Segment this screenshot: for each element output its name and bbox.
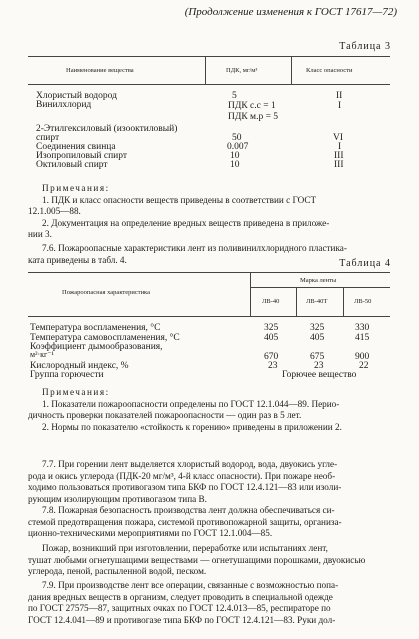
table3-row-class: III <box>334 151 344 161</box>
table3-row-pdk: 0.007 <box>227 142 249 152</box>
page-header: (Продолжение изменения к ГОСТ 17617—72) <box>184 6 397 18</box>
table4-cell-lv40t: 675 <box>310 352 325 362</box>
notes1-item-1: 1. ПДК и класс опасности веществ приведены в соответствии с ГОСТ <box>42 194 317 205</box>
paragraph-line: 7.7. При горении лент выделяется хлористый водород, вода, двуокись угле- <box>42 459 338 469</box>
table4-row-name: Кислородный индекс, % <box>30 361 129 371</box>
paragraph-7-8 <box>28 505 400 540</box>
table4-caption: Таблица 4 <box>339 258 391 269</box>
table4-col-lv50: ЛВ-50 <box>354 298 372 305</box>
table3-row-name: Октиловый спирт <box>36 160 108 170</box>
table4-row-name: Коэффициент дымообразования, <box>30 342 163 352</box>
table4-col-char: Пожароопасная характеристика <box>62 289 150 296</box>
table3-row-class: VI <box>333 133 344 143</box>
table4-col-lv40: ЛВ-40 <box>262 298 280 305</box>
table4-row-name: Температура воспламенения, °С <box>30 323 161 333</box>
table4-cell-lv50: 22 <box>359 361 369 371</box>
paragraph-line: стемой предотвращения пожара, системой противопожарной защиты, организа- <box>28 516 342 527</box>
table4-col-mark: Марка ленты <box>300 277 337 284</box>
notes2-item-1: 1. Показатели пожароопасности определены по ГОСТ 12.1.044—89. Перио- <box>42 398 340 409</box>
paragraph-7-7 <box>28 459 400 505</box>
table3-row-class: I <box>338 142 342 152</box>
paragraph-7-6-line: ката приведены в табл. 4. <box>28 254 127 265</box>
paragraph-line: рующим изолирующим противогазом типа В. <box>28 493 207 504</box>
table4-row-name: Группа горючести <box>30 370 104 380</box>
paragraph-line: дания вредных веществ в организм, следует проводить в специальной одежде <box>28 591 333 602</box>
table4-subheader-rule <box>250 287 390 288</box>
table3-row-class: II <box>336 91 343 101</box>
paragraph-fire <box>28 543 400 578</box>
table3-row-name: Винилхлорид <box>36 100 92 110</box>
notes2-title: Примечания: <box>42 387 110 397</box>
paragraph-line: тушат любыми огнетушащими веществами — огнетушащими порошками, двуокисью <box>28 554 366 565</box>
paragraph-line: ГОСТ 12.4.041—89 и противогазе типа БКФ по ГОСТ 12.4.121—83. Руки дол- <box>28 614 336 625</box>
paragraph-line: Пожар, возникший при изготовлении, переработке или испытаниях лент, <box>42 543 328 553</box>
notes2-item-1-cont: дичность проверки показателей пожароопасности — один раз в 5 лет. <box>28 410 302 421</box>
notes1-item-2: 2. Документация на определение вредных веществ приведена в приложе- <box>42 217 330 228</box>
table4-cell-lv40: 405 <box>264 333 279 343</box>
paragraph-line: рода и окись углерода (ПДК-20 мг/м³, 4-й класс опасности). При пожаре необ- <box>28 470 336 481</box>
table3-row-name: спирт <box>36 133 60 143</box>
table3-col-substance: Наименование вещества <box>66 67 134 74</box>
table3-row-pdk: 10 <box>230 151 240 161</box>
table3-caption: Таблица 3 <box>339 41 391 52</box>
paragraph-7-9 <box>28 580 400 626</box>
paragraph-line: 7.9. При производстве лент все операции, связанные с возможностью попа- <box>42 580 339 590</box>
notes1-item-2-cont: нии 3. <box>28 229 52 240</box>
table4-col-lv40t: ЛВ-40Т <box>306 298 328 305</box>
table4-header-rule <box>28 316 390 317</box>
table3-top-rule <box>28 56 390 57</box>
table4-cell-lv40: 325 <box>264 323 279 333</box>
table4-cell-lv40t: 325 <box>310 323 325 333</box>
table3-row-class: III <box>334 160 344 170</box>
notes1-title: Примечания: <box>42 183 110 193</box>
table3-row-pdk: ПДК м.р = 5 <box>228 112 279 122</box>
table3-row-pdk: ПДК с.с = 1 <box>228 101 276 111</box>
paragraph-line: углерода, пеной, распыленной водой, песком. <box>28 566 207 577</box>
table3-col-class: Класс опасности <box>306 67 353 74</box>
table4-col-divider-3 <box>343 287 344 316</box>
notes2-item-2: 2. Нормы по показателю «стойкость к горению» приведены в приложении 2. <box>42 421 342 432</box>
table4-cell-lv40: 670 <box>264 352 279 362</box>
notes2 <box>28 387 400 433</box>
table4-cell-lv40t: 23 <box>314 361 324 371</box>
paragraph-7-6-line: 7.6. Пожароопасные характеристики лент из поливинилхлоридного пластика- <box>42 243 347 253</box>
table3-row-name: Соединения свинца <box>36 142 116 152</box>
table4-cell-lv50: 900 <box>355 352 370 362</box>
table4-col-divider-1 <box>250 272 251 316</box>
table3-row-name: Хлористый водород <box>36 91 117 101</box>
table4-cell-lv50: 415 <box>355 333 370 343</box>
table4-cell-lv40t: 405 <box>310 333 325 343</box>
table4-col-divider-2 <box>296 287 297 316</box>
table3-header-rule <box>28 84 390 85</box>
paragraph-line: ходимо пользоваться противогазом типа БКФ по ГОСТ 12.4.121—83 или изоли- <box>28 482 342 493</box>
table4-cell-lv50: 330 <box>355 323 370 333</box>
table3-row-class: I <box>338 101 342 111</box>
table3-col-divider-2 <box>291 56 292 84</box>
table3-row-name: Изопропиловый спирт <box>36 151 128 161</box>
table4-row-name: Температура самовоспламенения, °С <box>30 333 180 343</box>
paragraph-line: 7.8. Пожарная безопасность производства лент должна обеспечиваться си- <box>42 505 335 515</box>
table3-row-pdk: 10 <box>230 160 240 170</box>
table3-row-name: 2-Этилгексиловый (изооктиловый) <box>36 124 178 134</box>
notes1 <box>28 183 400 241</box>
table3-row-pdk: 5 <box>232 91 237 101</box>
paragraph-line: ционно-техническими мероприятиями по ГОСТ 12.1.004—85. <box>28 528 273 539</box>
table3-col-divider-1 <box>205 56 206 84</box>
table4-row-name: м²·кг⁻¹ <box>30 350 54 359</box>
table3-col-pdk: ПДК, мг/м³ <box>226 67 258 74</box>
table3-row-pdk: 50 <box>232 133 242 143</box>
paragraph-line: по ГОСТ 27575—87, защитных очках по ГОСТ 12.4.013—85, респираторе по <box>28 603 331 614</box>
table4-cell-lv40: 23 <box>268 361 278 371</box>
table4-top-rule <box>28 272 390 273</box>
table4-cell-merged: Горючее вещество <box>282 370 357 380</box>
notes1-item-1-cont: 12.1.005—88. <box>28 206 81 217</box>
